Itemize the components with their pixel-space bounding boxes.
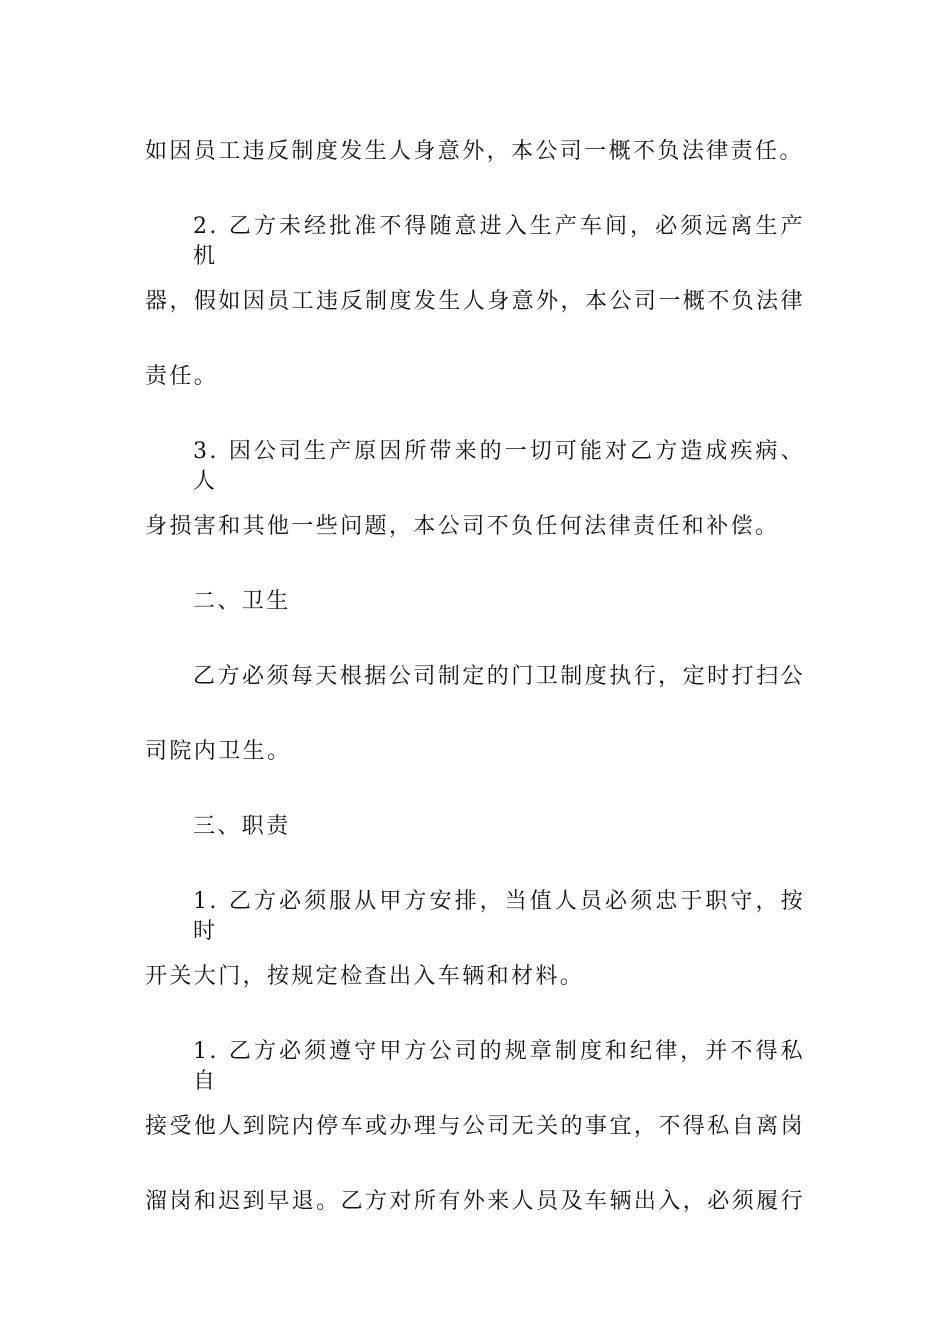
clause-2-line-1: 2. 乙方未经批准不得随意进入生产车间，必须远离生产机 bbox=[193, 214, 805, 269]
duty-1-line-2: 开关大门，按规定检查出入车辆和材料。 bbox=[145, 964, 585, 989]
duty-1-line-1: 1. 乙方必须服从甲方安排，当值人员必须忠于职守，按时 bbox=[193, 889, 805, 944]
hygiene-line-1: 乙方必须每天根据公司制定的门卫制度执行，定时打扫公 bbox=[193, 664, 805, 689]
duty-1b-line-2: 接受他人到院内停车或办理与公司无关的事宜，不得私自离岗 bbox=[145, 1114, 805, 1139]
duty-1b-line-3: 溜岗和迟到早退。乙方对所有外来人员及车辆出入，必须履行 bbox=[145, 1189, 805, 1214]
clause-2-line-3: 责任。 bbox=[145, 364, 219, 389]
duty-1b-line-1: 1. 乙方必须遵守甲方公司的规章制度和纪律，并不得私自 bbox=[193, 1039, 805, 1094]
text-line: 如因员工违反制度发生人身意外，本公司一概不负法律责任。 bbox=[145, 139, 804, 164]
clause-3-line-2: 身损害和其他一些问题，本公司不负任何法律责任和补偿。 bbox=[145, 514, 780, 539]
section-heading-hygiene: 二、卫生 bbox=[193, 589, 291, 614]
clause-3-line-1: 3. 因公司生产原因所带来的一切可能对乙方造成疾病、人 bbox=[193, 439, 805, 494]
section-heading-duties: 三、职责 bbox=[193, 814, 291, 839]
clause-2-line-2: 器，假如因员工违反制度发生人身意外，本公司一概不负法律 bbox=[145, 289, 805, 314]
hygiene-line-2: 司院内卫生。 bbox=[145, 739, 292, 764]
